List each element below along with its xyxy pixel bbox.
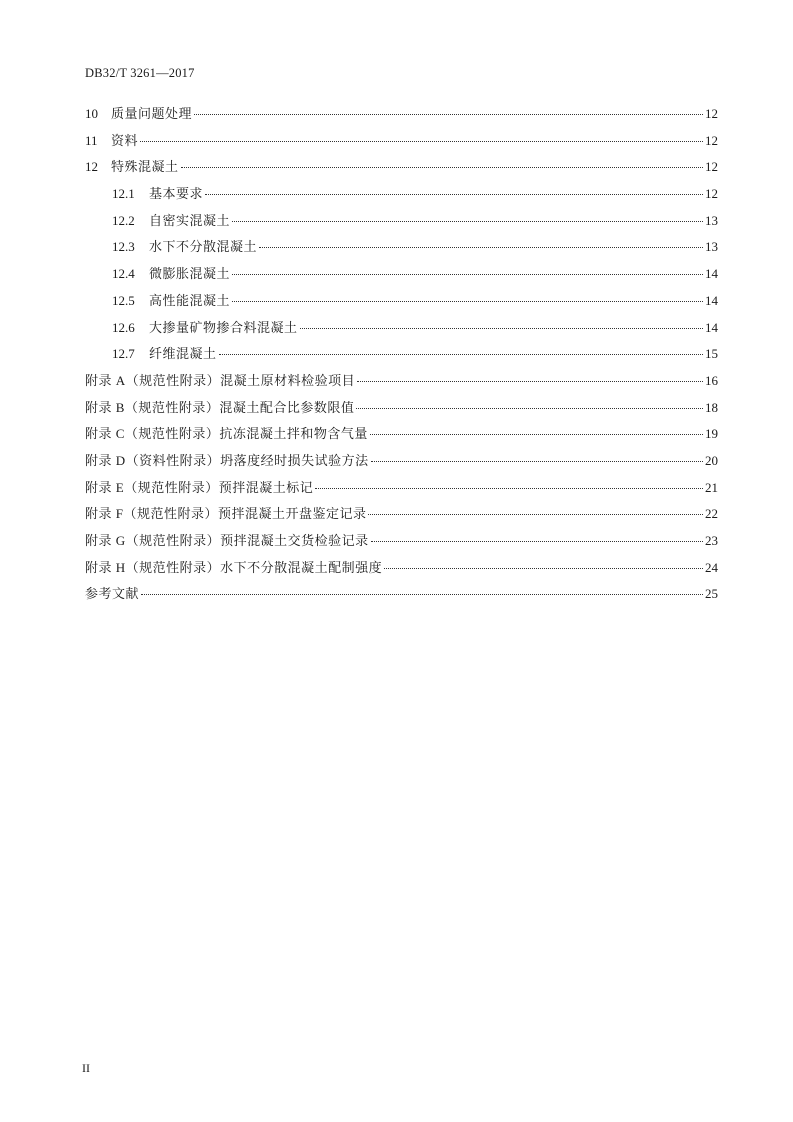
dot-leader (371, 540, 703, 542)
toc-entry-title: 附录 D（资料性附录）坍落度经时损失试验方法 (85, 452, 369, 468)
dot-leader (371, 460, 703, 462)
toc-entry-page: 25 (705, 586, 718, 602)
document-id-header: DB32/T 3261—2017 (85, 66, 195, 80)
toc-entry-title: 质量问题处理 (111, 106, 193, 121)
toc-entry-12-5[interactable] (85, 291, 718, 318)
toc-entry-title: 附录 F（规范性附录）预拌混凝土开盘鉴定记录 (85, 506, 367, 522)
toc-entry-page: 19 (705, 426, 718, 442)
page-number: II (82, 1061, 90, 1075)
toc-entry-title: 附录 A（规范性附录）混凝土原材料检验项目 (85, 372, 356, 388)
toc-entry-references[interactable] (85, 584, 718, 611)
toc-entry-number: 10 (85, 106, 98, 121)
toc-entry-appendix-g[interactable] (85, 531, 718, 558)
toc-entry-number: 12 (85, 159, 98, 175)
toc-entry-number: 12.4 (112, 266, 135, 282)
toc-entry-appendix-b[interactable] (85, 398, 718, 425)
dot-leader (300, 327, 703, 329)
toc-entry-number: 11 (85, 132, 98, 148)
dot-leader (140, 140, 703, 142)
toc-entry-title: 附录 G（规范性附录）预拌混凝土交货检验记录 (85, 533, 369, 548)
toc-entry-title: 附录 E（规范性附录）预拌混凝土标记 (85, 479, 314, 495)
toc-entry-title: 附录 C（规范性附录）抗冻混凝土拌和物含气量 (85, 426, 368, 442)
toc-entry-12-1[interactable] (85, 184, 718, 211)
toc-entry-12-4[interactable] (85, 264, 718, 291)
table-of-contents (85, 104, 718, 611)
dot-leader (141, 593, 703, 595)
dot-leader (356, 407, 703, 409)
toc-entry-page: 21 (705, 479, 718, 495)
toc-entry-page: 16 (705, 372, 718, 388)
toc-entry-number: 12.7 (112, 346, 135, 362)
toc-entry-title: 资料 (111, 132, 139, 148)
toc-entry-12-3[interactable] (85, 237, 718, 264)
toc-entry-page: 24 (705, 559, 718, 575)
dot-leader (181, 166, 703, 168)
dot-leader (194, 113, 703, 115)
toc-entry-appendix-d[interactable] (85, 451, 718, 478)
toc-entry-page: 13 (705, 239, 718, 255)
toc-entry-title: 微膨胀混凝土 (149, 266, 231, 282)
toc-entry-11[interactable] (85, 131, 718, 158)
toc-entry-page: 18 (705, 399, 718, 415)
toc-entry-page: 14 (705, 266, 718, 282)
toc-entry-appendix-f[interactable] (85, 504, 718, 531)
toc-entry-title: 大掺量矿物掺合料混凝土 (149, 319, 298, 335)
dot-leader (259, 246, 703, 248)
toc-entry-12[interactable] (85, 157, 718, 184)
toc-entry-title: 高性能混凝土 (149, 292, 231, 308)
toc-entry-page: 12 (705, 132, 718, 148)
toc-entry-appendix-a[interactable] (85, 371, 718, 398)
toc-entry-page: 20 (705, 452, 718, 468)
toc-entry-page: 22 (705, 506, 718, 522)
toc-entry-number: 12.5 (112, 292, 135, 308)
toc-entry-title: 纤维混凝土 (149, 346, 217, 362)
dot-leader (357, 380, 703, 382)
toc-entry-12-2[interactable] (85, 211, 718, 238)
toc-entry-12-6[interactable] (85, 318, 718, 345)
dot-leader (315, 487, 703, 489)
toc-entry-title: 附录 B（规范性附录）混凝土配合比参数限值 (85, 399, 355, 415)
toc-entry-page: 12 (705, 159, 718, 175)
toc-entry-title: 特殊混凝土 (111, 159, 179, 175)
toc-entry-appendix-e[interactable] (85, 478, 718, 505)
dot-leader (370, 433, 703, 435)
dot-leader (232, 300, 703, 302)
dot-leader (368, 513, 703, 515)
toc-entry-12-7[interactable] (85, 344, 718, 371)
toc-entry-number: 12.6 (112, 319, 135, 335)
toc-entry-page: 23 (705, 533, 718, 548)
toc-entry-10[interactable] (85, 104, 718, 131)
dot-leader (232, 273, 703, 275)
toc-entry-title: 自密实混凝土 (149, 212, 231, 228)
toc-entry-page: 12 (705, 186, 718, 202)
toc-entry-appendix-c[interactable] (85, 424, 718, 451)
dot-leader (384, 567, 703, 569)
toc-entry-number: 12.3 (112, 239, 135, 255)
toc-entry-number: 12.1 (112, 186, 135, 202)
toc-entry-page: 14 (705, 292, 718, 308)
toc-entry-number: 12.2 (112, 212, 135, 228)
toc-entry-title: 基本要求 (149, 186, 204, 202)
toc-entry-title: 参考文献 (85, 586, 140, 602)
toc-entry-page: 14 (705, 319, 718, 335)
dot-leader (219, 353, 703, 355)
toc-entry-page: 12 (705, 106, 718, 121)
dot-leader (232, 220, 703, 222)
toc-entry-page: 15 (705, 346, 718, 362)
toc-entry-title: 附录 H（规范性附录）水下不分散混凝土配制强度 (85, 559, 383, 575)
toc-entry-page: 13 (705, 212, 718, 228)
dot-leader (205, 193, 703, 195)
toc-entry-appendix-h[interactable] (85, 558, 718, 585)
toc-entry-title: 水下不分散混凝土 (149, 239, 258, 255)
